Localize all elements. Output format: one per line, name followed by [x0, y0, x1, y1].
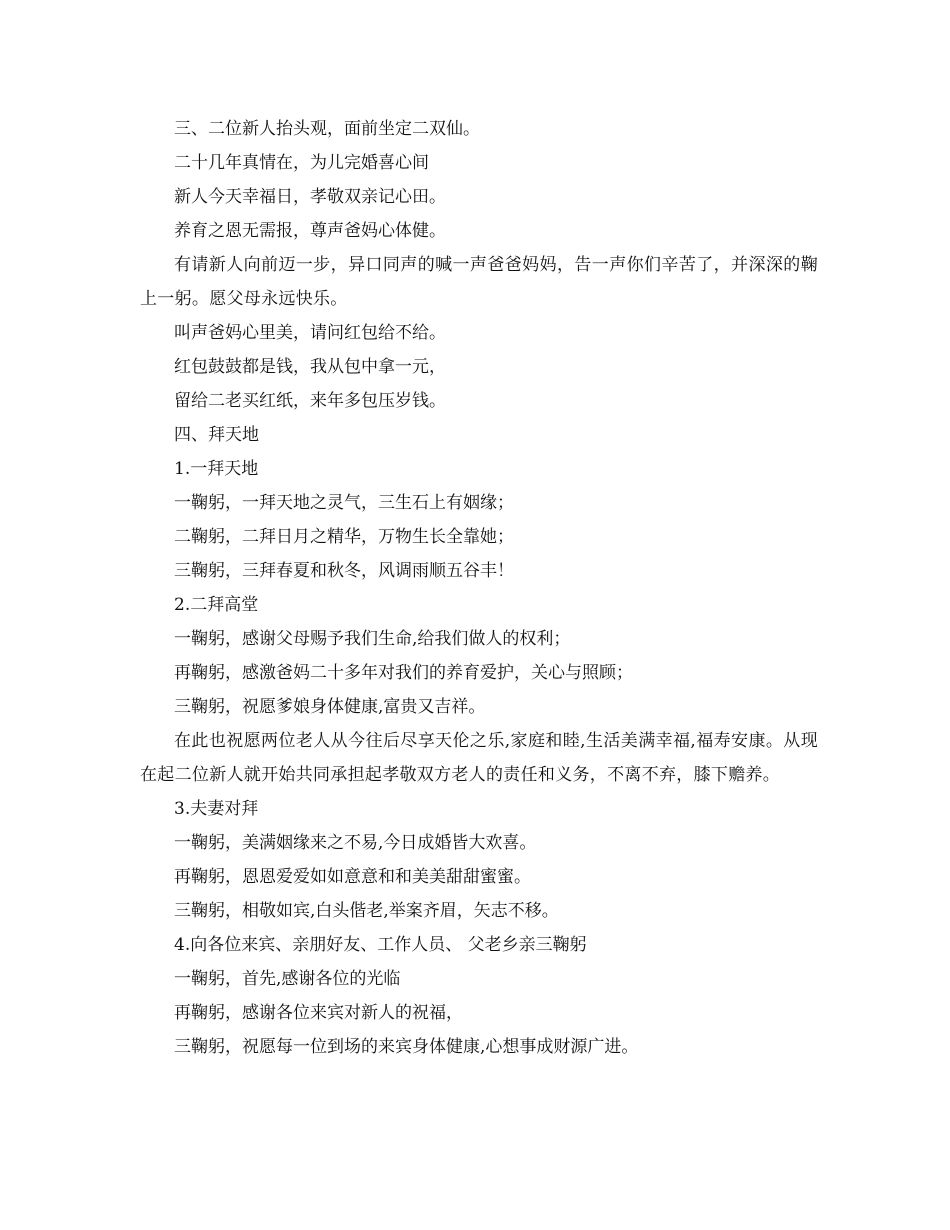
text-line: 二十几年真情在，为儿完婚喜心间 [174, 153, 429, 173]
text-paragraph: 在此也祝愿两位老人从今往后尽享天伦之乐,家庭和睦,生活美满幸福,福寿安康。从现在起二位新人就开始共同承担起孝敬双方老人的责任和义务，不离不弃，膝下赡养。 [140, 731, 818, 785]
text-line: 三鞠躬，祝愿爹娘身体健康,富贵又吉祥。 [174, 697, 486, 717]
text-line: 三鞠躬，祝愿每一位到场的来宾身体健康,心想事成财源广进。 [174, 1037, 639, 1057]
text-line: 再鞠躬，感谢各位来宾对新人的祝福， [174, 1003, 463, 1023]
text-line: 新人今天幸福日，孝敬双亲记心田。 [174, 187, 446, 207]
text-line: 留给二老买红纸，来年多包压岁钱。 [174, 391, 446, 411]
text-line: 一鞠躬，首先,感谢各位的光临 [174, 969, 401, 989]
subsection-heading: 3.夫妻对拜 [174, 799, 259, 819]
text-paragraph: 有请新人向前迈一步，异口同声的喊一声爸爸妈妈，告一声你们辛苦了，并深深的鞠上一躬。愿父母永远快乐。 [140, 255, 818, 309]
text-line: 一鞠躬，感谢父母赐予我们生命,给我们做人的权利； [174, 629, 571, 649]
text-line: 一鞠躬，美满姻缘来之不易,今日成婚皆大欢喜。 [174, 833, 537, 853]
text-line: 一鞠躬，一拜天地之灵气，三生石上有姻缘； [174, 493, 514, 513]
text-line: 三鞠躬，三拜春夏和秋冬，风调雨顺五谷丰！ [174, 561, 514, 581]
subsection-heading: 2.二拜高堂 [174, 595, 259, 615]
text-line: 红包鼓鼓都是钱，我从包中拿一元， [174, 357, 446, 377]
document-body [140, 112, 818, 1064]
text-line: 三鞠躬，相敬如宾,白头偕老,举案齐眉，矢志不移。 [174, 901, 559, 921]
text-line: 再鞠躬，感激爸妈二十多年对我们的养育爱护，关心与照顾； [174, 663, 633, 683]
subsection-heading: 1.一拜天地 [174, 459, 259, 479]
text-line: 再鞠躬，恩恩爱爱如如意意和和美美甜甜蜜蜜。 [174, 867, 531, 887]
subsection-heading: 4.向各位来宾、亲朋好友、工作人员、 父老乡亲三鞠躬 [174, 935, 587, 955]
text-line: 三、二位新人抬头观，面前坐定二双仙。 [174, 119, 480, 139]
section-heading: 四、拜天地 [174, 425, 259, 445]
text-line: 叫声爸妈心里美，请问红包给不给。 [174, 323, 446, 343]
text-line: 养育之恩无需报，尊声爸妈心体健。 [174, 221, 446, 241]
text-line: 二鞠躬，二拜日月之精华，万物生长全靠她； [174, 527, 514, 547]
